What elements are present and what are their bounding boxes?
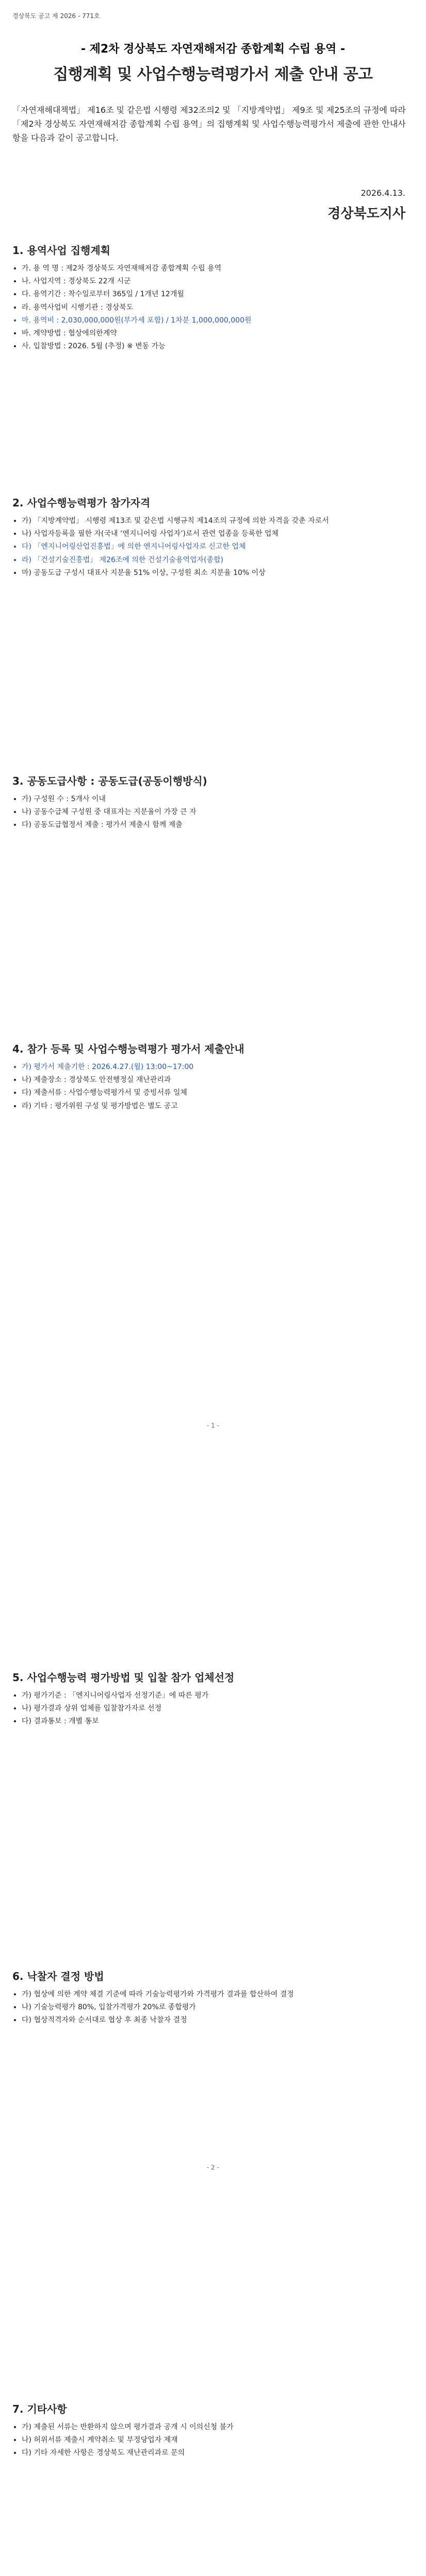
section-item: • 나) 공동수급체 구성원 중 대표자는 지분율이 가장 큰 자 [22,806,414,819]
section-item: • 마) 공동도급 구성시 대표사 지분율 51% 이상, 구성원 최소 지분율 10% 이상 [22,567,414,580]
section-5 [12,1669,414,1728]
section-title: 2. 사업수행능력평가 참가자격 [12,497,151,509]
section-item: • 가) 협상에 의한 계약 체결 기준에 따라 기술능력평가와 가격평가 결과를 합산하여 결정 [22,1988,414,2001]
intro-paragraph: 「자연재해대책법」 제16조 및 같은법 시행령 제32조의2 및 「지방계약법」 제9조 및 제25조의 규정에 따라 「제2차 경상북도 자연재해저감 종합계획 수립 용역」의 집행계획 및 사업수행능력평가서 제출에 관한 안내사항을 다음과 같이 공고합니다. [12,105,406,143]
section-4 [12,1041,414,1113]
section-item: • 나) 평가결과 상위 업체를 입찰참가자로 선정 [22,1702,414,1715]
issue-date-block [327,188,405,222]
section-title: 7. 기타사항 [12,2403,67,2415]
section-item: • 다) 결과통보 : 개별 통보 [22,1715,414,1728]
section-item: • 다) 기타 자세한 사항은 경상북도 재난관리과로 문의 [22,2447,414,2460]
issuing-agency: 경상북도지사 [327,206,405,222]
section-item: • 나) 제출장소 : 경상북도 안전행정실 재난관리과 [22,1074,414,1087]
section-item: • 라) 「건설기술진흥법」 제26조에 의한 건설기술용역업자(종합) [22,554,414,567]
section-item: • 다) 협상적격자와 순서대로 협상 후 최종 낙찰자 결정 [22,2014,414,2027]
section-title: 1. 용역사업 집행계획 [12,244,110,257]
title-block [0,40,426,84]
page-marker: - 1 - [207,1422,219,1429]
section-title: 6. 낙찰자 결정 방법 [12,1970,104,1982]
section-item: • 나) 기술능력평가 80%, 입찰가격평가 20%로 종합평가 [22,2001,414,2014]
section-item: • 라. 용역사업비 시행기관 : 경상북도 [22,301,414,314]
section-item: • 가) 평가기준 : 「엔지니어링사업자 선정기준」에 따른 평가 [22,1689,414,1702]
section-item: • 다) 「엔지니어링산업진흥법」에 의한 엔지니어링사업자로 신고한 업체 [22,540,414,553]
section-item: • 가. 용 역 명 : 제2차 경상북도 자연재해저감 종합계획 수립 용역 [22,262,414,275]
page-marker: - 2 - [207,2164,219,2171]
section-7 [12,2401,414,2460]
section-item: • 가) 제출된 서류는 반환하지 않으며 평가결과 공개 시 이의신청 불가 [22,2421,414,2434]
section-item: • 나) 사업자등록을 필한 자(국내 ‘엔지니어링 사업자’)로서 관련 업종을 등록한 업체 [22,528,414,540]
section-item: • 나) 허위서류 제출시 계약취소 및 부정당업자 제재 [22,2434,414,2447]
section-6 [12,1968,414,2027]
section-item: • 나. 사업지역 : 경상북도 22개 시군 [22,275,414,288]
section-title: 3. 공동도급사항 : 공동도급(공동이행방식) [12,775,207,787]
notice-number: 경상북도 공고 제 2026 - 771호 [12,12,100,20]
section-item: • 다) 제출서류 : 사업수행능력평가서 및 증빙서류 일체 [22,1087,414,1099]
section-item: • 마. 용역비 : 2,030,000,000원(부가세 포함) / 1차분 1,000,000,000원 [22,314,414,327]
subtitle: - 제2차 경상북도 자연재해저감 종합계획 수립 용역 - [80,43,346,56]
section-2 [12,495,414,580]
section-3 [12,773,414,832]
section-item: • 다. 용역기간 : 착수일로부터 365일 / 1개년 12개월 [22,288,414,301]
section-item: • 사. 입찰방법 : 2026. 5월 (추정) ※ 변동 가능 [22,340,414,353]
section-item: • 가) 구성원 수 : 5개사 이내 [22,793,414,806]
section-item: • 바. 계약방법 : 협상에의한계약 [22,327,414,340]
section-title: 5. 사업수행능력 평가방법 및 입찰 참가 업체선정 [12,1671,235,1684]
issue-date: 2026.4.13. [361,188,405,198]
section-title: 4. 참가 등록 및 사업수행능력평가 평가서 제출안내 [12,1043,244,1055]
section-item: • 가) 평가서 제출기한 : 2026.4.27.(월) 13:00~17:00 [22,1061,414,1074]
section-1 [12,242,414,353]
main-title: 집행계획 및 사업수행능력평가서 제출 안내 공고 [53,65,373,83]
section-item: • 다) 공동도급협정서 제출 : 평가서 제출시 함께 제출 [22,819,414,832]
section-item: • 라) 기타 : 평가위원 구성 및 평가방법은 별도 공고 [22,1100,414,1113]
section-item: • 가) 「지방계약법」 시행령 제13조 및 같은법 시행규칙 제14조의 규정에 의한 자격을 갖춘 자로서 [22,515,414,528]
